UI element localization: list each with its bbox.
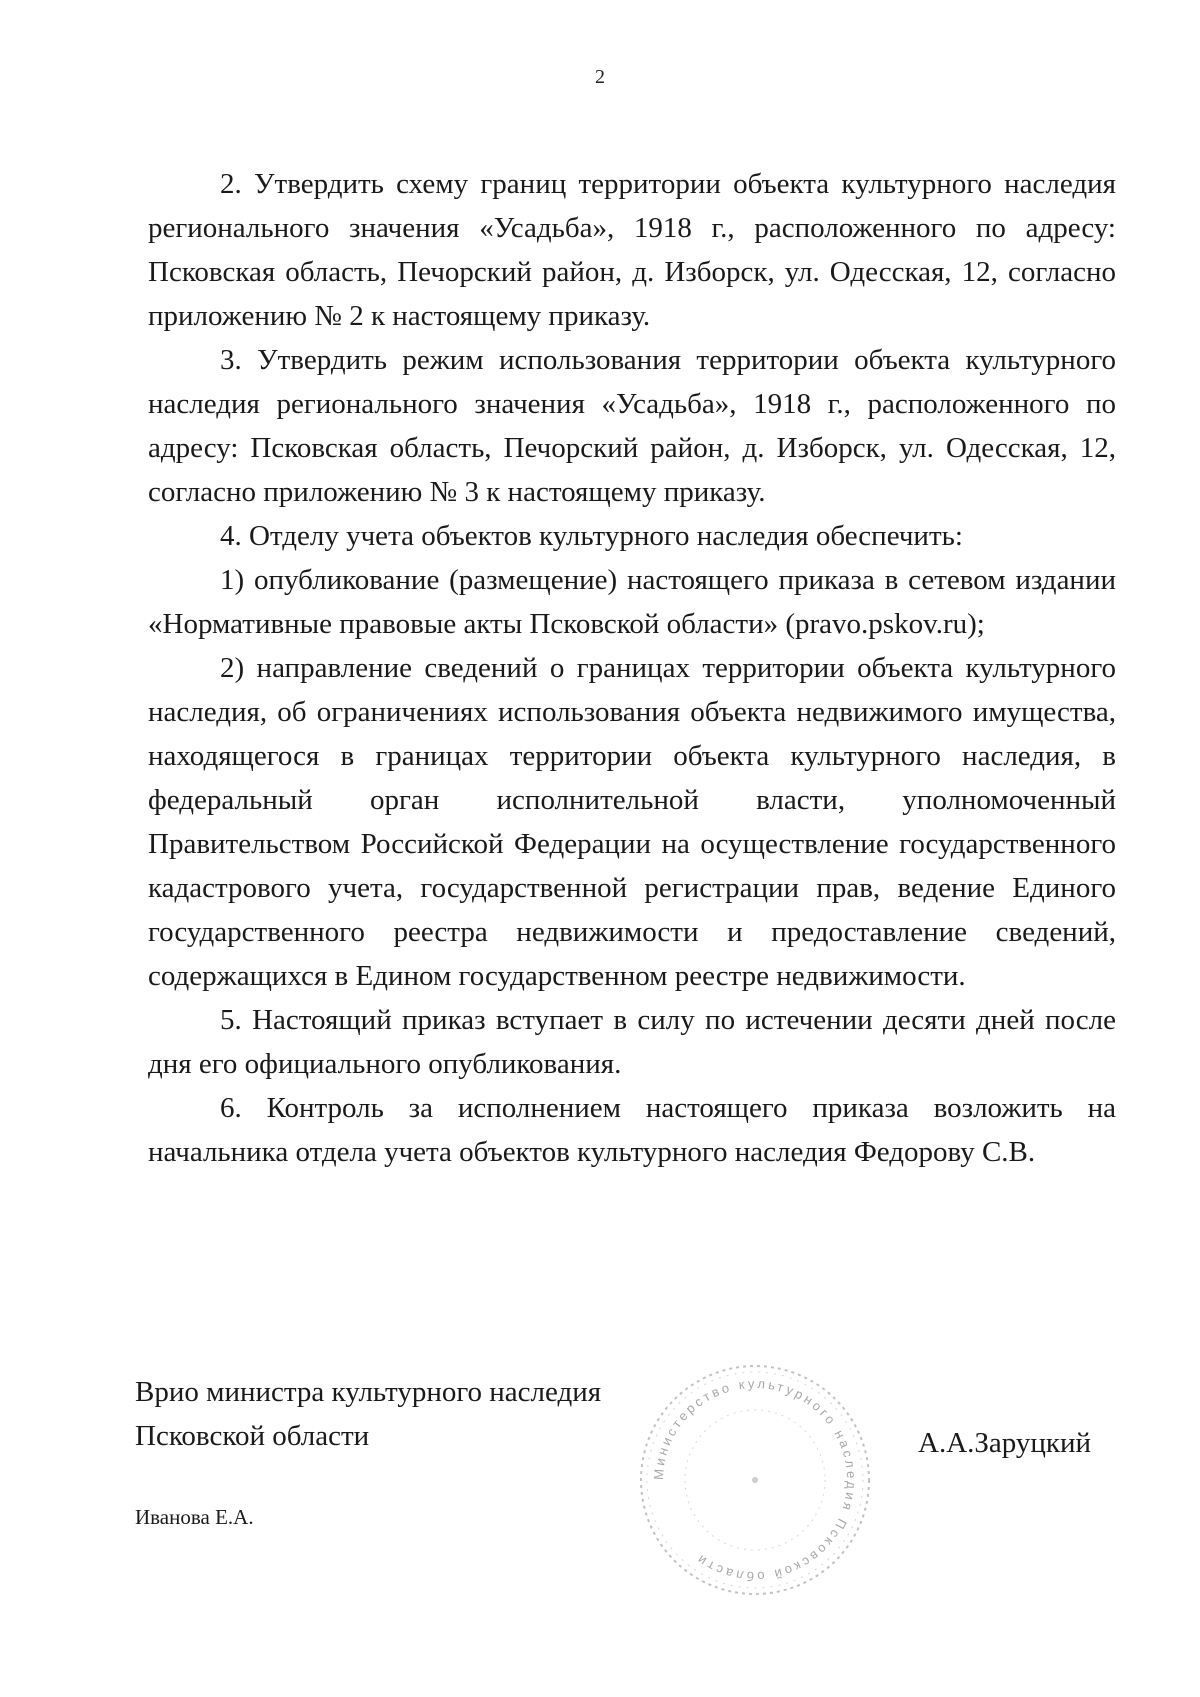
signer-name: А.А.Заруцкий (918, 1427, 1092, 1459)
paragraph-item-6: 6. Контроль за исполнением настоящего приказа возложить на начальника отдела учета объектов культурного наследия Федорову С.В. (148, 1092, 1116, 1168)
signature-position (135, 1370, 601, 1458)
paragraph-item-5: 5. Настоящий приказ вступает в силу по истечении десяти дней после дня его официального опубликования. (148, 1004, 1116, 1080)
signature-position-line2: Псковской области (135, 1420, 370, 1452)
signature-position-line1: Врио министра культурного наследия (135, 1376, 602, 1408)
paragraph-item-4: 4. Отделу учета объектов культурного наследия обеспечить: (220, 520, 963, 552)
stamp-text: Министерство культурного наследия Псковской области (650, 1375, 860, 1585)
document-body (148, 162, 1116, 1174)
page-number: 2 (595, 66, 605, 88)
paragraph-subitem-2: 2) направление сведений о границах территории объекта культурного наследия, об ограничениях использования объекта недвижимого имущества, находящегося в границах территории объекта культурного наследия, в федеральный орган исполнительной власти, уполномоченный Правительством Российской Федерации на осуществление государственного кадастрового учета, государственной регистрации прав, ведение Единого государственного реестра недвижимости и предоставление сведений, содержащихся в Едином государственном реестре недвижимости. (148, 652, 1116, 992)
executor-name: Иванова Е.А. (135, 1505, 254, 1529)
paragraph-item-2: 2. Утвердить схему границ территории объекта культурного наследия регионального значения «Усадьба», 1918 г., расположенного по адресу: Псковская область, Печорский район, д. Изборск, ул. Одесская, 12, согласно приложению № 2 к настоящему приказу. (148, 168, 1116, 332)
paragraph-subitem-1: 1) опубликование (размещение) настоящего приказа в сетевом издании «Нормативные правовые акты Псковской области» (pravo.pskov.ru); (148, 564, 1116, 640)
paragraph-item-3: 3. Утвердить режим использования территории объекта культурного наследия регионального значения «Усадьба», 1918 г., расположенного по адресу: Псковская область, Печорский район, д. Изборск, ул. Одесская, 12, согласно приложению № 3 к настоящему приказу. (148, 344, 1116, 508)
official-stamp-icon (635, 1360, 875, 1600)
